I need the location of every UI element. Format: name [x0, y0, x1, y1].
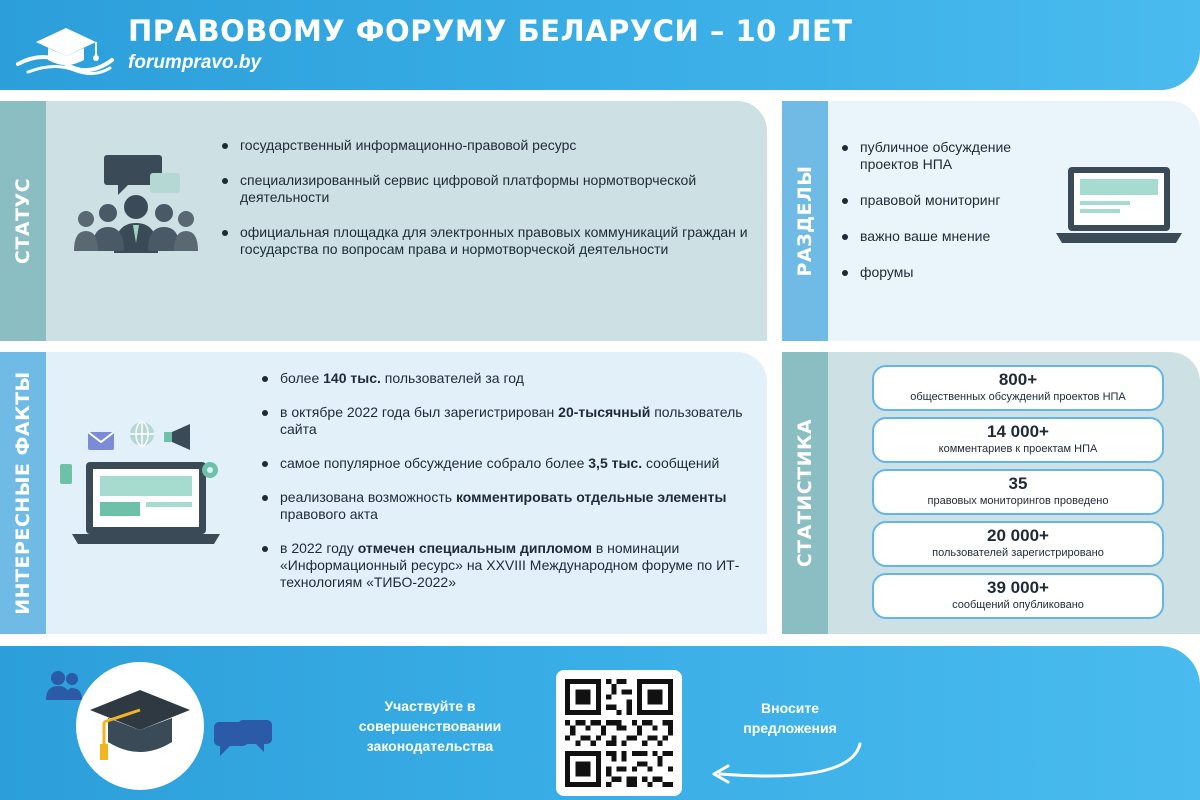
sections-item[interactable]: правовой мониторинг — [842, 192, 1042, 209]
header-banner — [0, 0, 1200, 90]
fact-highlight: комментировать отдельные элементы — [455, 489, 727, 505]
fact-text: в номинации «Информационный ресурс» на XXVIII Международном форуме по ИТ-технологиям «ТИБО-2022» — [280, 540, 740, 590]
stat-label: комментариев к проектам НПА — [938, 443, 1098, 455]
footer-banner — [0, 646, 1200, 800]
stat-value: 39 000+ — [987, 578, 1049, 597]
fact-text: реализована возможность — [280, 489, 456, 505]
chat-bubbles-icon — [212, 718, 274, 760]
graduation-cap-logo-icon — [14, 10, 114, 76]
status-label: СТАТУС — [12, 177, 34, 265]
facts-item — [262, 489, 752, 523]
stats-side-label — [782, 352, 828, 634]
cta-text: Участвуйте в совершенствовании законодательства — [358, 698, 502, 754]
page-title: ПРАВОВОМУ ФОРУМУ БЕЛАРУСИ – 10 ЛЕТ — [128, 14, 853, 48]
site-link[interactable]: forumpravo.by — [128, 52, 262, 73]
status-list — [222, 137, 752, 276]
facts-panel — [0, 352, 767, 634]
facts-label: ИНТЕРЕСНЫЕ ФАКТЫ — [12, 371, 34, 615]
fact-text: правового акта — [280, 506, 378, 522]
sections-item[interactable]: публичное обсуждение проектов НПА — [842, 139, 1042, 173]
stats-label: СТАТИСТИКА — [794, 418, 816, 568]
stat-card — [872, 365, 1164, 411]
stat-value: 800+ — [998, 370, 1038, 389]
sections-item[interactable]: важно ваше мнение — [842, 228, 1042, 245]
fact-text: в 2022 году — [280, 540, 358, 556]
stat-card — [872, 521, 1164, 567]
fact-highlight: 20-тысячный — [558, 404, 651, 420]
stat-card — [872, 469, 1164, 515]
qr-code[interactable] — [556, 670, 682, 796]
sections-item[interactable]: форумы — [842, 264, 1042, 281]
stats-panel — [782, 352, 1200, 634]
fact-text: пользователь сайта — [280, 404, 743, 437]
stat-label: сообщений опубликовано — [952, 599, 1084, 611]
sections-label: РАЗДЕЛЫ — [794, 165, 816, 277]
fact-text: сообщений — [642, 455, 720, 471]
stat-value: 20 000+ — [987, 526, 1049, 545]
facts-list — [262, 370, 752, 608]
people-discussion-icon — [72, 153, 200, 253]
facts-item — [262, 370, 752, 387]
qr-code-icon — [565, 679, 673, 787]
fact-highlight: 3,5 тыс. — [588, 455, 643, 471]
curved-arrow-icon — [700, 738, 870, 792]
facts-item — [262, 540, 752, 591]
status-panel — [0, 101, 767, 341]
facts-item — [262, 404, 752, 438]
status-item: государственный информационно-правовой ресурс — [222, 137, 752, 154]
sections-list — [842, 139, 1042, 300]
stat-value: 35 — [1008, 474, 1028, 493]
suggest-text: Вносите предложения — [743, 700, 837, 736]
fact-text: самое популярное обсуждение собрало более — [280, 455, 589, 471]
graduation-cap-icon — [74, 660, 204, 794]
sections-side-label — [782, 101, 828, 341]
facts-side-label — [0, 352, 46, 634]
fact-text: в октябре 2022 года был зарегистрирован — [280, 404, 559, 420]
fact-text: более — [280, 370, 324, 386]
fact-highlight: отмечен специальным дипломом — [357, 540, 592, 556]
stat-label: правовых мониторингов проведено — [927, 495, 1109, 507]
stat-card — [872, 417, 1164, 463]
stat-label: общественных обсуждений проектов НПА — [910, 391, 1126, 403]
stat-value: 14 000+ — [987, 422, 1049, 441]
sections-panel — [782, 101, 1200, 341]
stat-card — [872, 573, 1164, 619]
status-item: официальная площадка для электронных правовых коммуникаций граждан и государства по вопросам права и нормотворческой деятельности — [222, 224, 752, 258]
stat-label: пользователей зарегистрировано — [932, 547, 1104, 559]
laptop-network-icon — [60, 420, 230, 544]
laptop-icon — [1054, 165, 1184, 247]
fact-highlight: 140 тыс. — [323, 370, 381, 386]
status-item: специализированный сервис цифровой платформы нормотворческой деятельности — [222, 172, 752, 206]
status-side-label — [0, 101, 46, 341]
fact-text: пользователей за год — [380, 370, 524, 386]
facts-item — [262, 455, 752, 472]
